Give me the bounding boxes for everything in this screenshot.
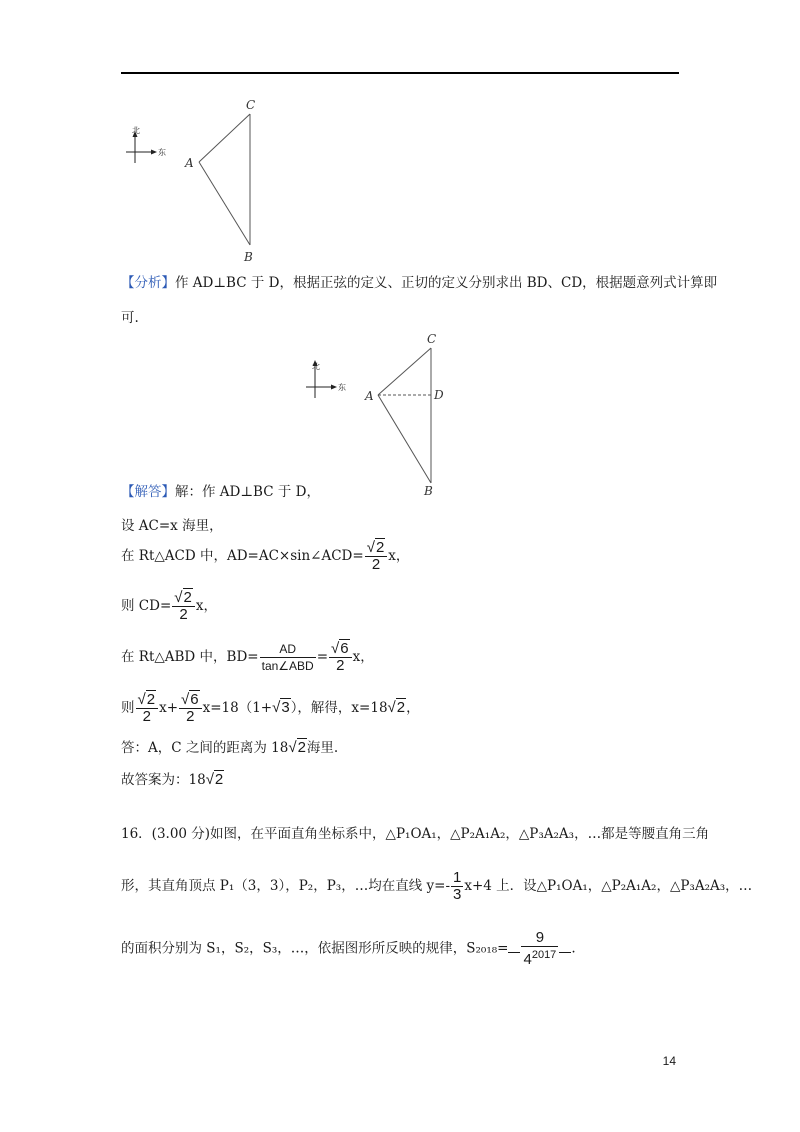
analysis-tag: 【分析】 <box>121 275 175 291</box>
line2-text: 在 Rt△ACD 中，AD=AC×sin∠ACD= <box>121 548 364 564</box>
solution-line-6 <box>121 738 338 758</box>
sqrt2: √2 <box>205 771 224 788</box>
q16-line-2 <box>121 870 752 903</box>
numerator: AD <box>260 641 316 658</box>
solution-line-2 <box>121 540 409 573</box>
radicand: 2 <box>297 739 306 756</box>
line6-post: 海里. <box>306 740 339 756</box>
figure-2 <box>300 325 460 500</box>
fraction-sqrt2-over-2: $\frac{√2}{2}$ <box>172 590 195 623</box>
east-label: 东 <box>158 148 166 157</box>
x-comma: x， <box>195 598 217 614</box>
fraction-sqrt6-over-2: $\frac{√6}{2}$ <box>179 692 202 725</box>
radicand: 2 <box>146 691 156 708</box>
solution-intro-text: 解：作 AD⊥BC 于 D， <box>175 484 320 500</box>
line6-text: 答：A，C 之间的距离为 18 <box>121 740 289 756</box>
minus-sign: - <box>445 878 450 894</box>
fraction-sqrt2-over-2: $\frac{√2}{2}$ <box>136 692 159 725</box>
radicand: 2 <box>375 539 385 556</box>
north-label: 北 <box>132 126 140 135</box>
solution-intro <box>121 482 320 502</box>
q16-line-1: 16．(3.00 分)如图，在平面直角坐标系中，△P₁OA₁，△P₂A₁A₂，△P₃A₂A₃，…都是等腰直角三角 <box>121 826 710 842</box>
line5-mid2: x=18（1+ <box>202 700 273 716</box>
denominator: 2 <box>179 606 188 623</box>
header-rule <box>121 72 679 74</box>
line3-text: 则 CD= <box>121 598 172 614</box>
denominator: 2 <box>371 556 381 573</box>
north-label-2: 北 <box>312 362 320 371</box>
q16-line2-text: 形，其直角顶点 P₁（3，3），P₂，P₃，…均在直线 y= <box>121 878 446 894</box>
vertex-b: B <box>244 250 253 264</box>
vertex-d-2: D <box>434 388 444 402</box>
x-comma: x， <box>352 649 374 665</box>
numerator: 1 <box>453 869 462 886</box>
answer-fraction <box>521 930 558 968</box>
radicand: 2 <box>183 589 192 606</box>
analysis-line-1 <box>121 273 717 293</box>
radicand: 3 <box>281 699 290 716</box>
compass-1 <box>126 131 157 163</box>
q16-line2-post: x+4 上．设△P₁OA₁，△P₂A₁A₂，△P₃A₂A₃，… <box>464 878 753 894</box>
figure-1 <box>120 95 280 265</box>
page-number: 14 <box>662 1054 676 1068</box>
base: 4 <box>523 951 532 968</box>
line5-mid3: ），解得，x=18 <box>290 700 388 716</box>
exponent: 2017 <box>531 949 557 961</box>
x-comma: x， <box>388 548 410 564</box>
line7-text: 故答案为：18 <box>121 772 206 788</box>
vertex-c: C <box>246 98 256 112</box>
solution-tag: 【解答】 <box>121 484 175 500</box>
fraction-ad-over-tan <box>260 641 316 674</box>
vertex-a-2: A <box>365 389 374 403</box>
sqrt2: √2 <box>387 699 406 716</box>
vertex-c-2: C <box>427 332 437 346</box>
radicand: 6 <box>190 691 199 708</box>
solution-line-3 <box>121 590 217 623</box>
line5-text: 则 <box>121 700 135 716</box>
line4-text: 在 Rt△ABD 中，BD= <box>121 649 259 665</box>
solution-line-1: 设 AC=x 海里， <box>121 518 223 534</box>
vertex-a: A <box>185 156 194 170</box>
line5-mid1: x+ <box>159 700 179 716</box>
solution-line-4 <box>121 641 374 674</box>
q16-line3-end: . <box>571 940 576 957</box>
equals: = <box>316 649 329 665</box>
denominator: 2 <box>336 657 345 674</box>
radicand: 2 <box>214 771 224 788</box>
denominator: 2 <box>186 708 195 725</box>
radicand: 6 <box>340 640 349 657</box>
triangle-abc <box>199 114 250 245</box>
radicand: 2 <box>396 699 406 716</box>
q16-line3-text: 的面积分别为 S₁，S₂，S₃，…，依据图形所反映的规律，S₂₀₁₈= <box>121 940 509 957</box>
vertex-b-2: B <box>424 484 433 498</box>
numerator: 9 <box>521 930 558 947</box>
denominator: tan∠ABD <box>261 659 314 673</box>
sqrt2: √2 <box>288 739 306 756</box>
fraction-one-third <box>451 870 463 903</box>
triangle-abcd <box>378 348 431 483</box>
solution-line-7 <box>121 770 224 790</box>
denominator: 3 <box>453 886 462 903</box>
compass-2 <box>306 360 337 398</box>
analysis-text-1: 作 AD⊥BC 于 D，根据正弦的定义、正切的定义分别求出 BD、CD，根据题意列式计算即 <box>175 275 718 291</box>
denominator: 2 <box>142 708 151 725</box>
sqrt3: √3 <box>272 699 290 716</box>
fraction-sqrt6-over-2: $\frac{√6}{2}$ <box>329 641 352 674</box>
q16-line-3 <box>121 930 576 968</box>
line5-end: ， <box>406 700 420 716</box>
east-label-2: 东 <box>338 383 346 392</box>
solution-line-5 <box>121 692 420 725</box>
fraction-sqrt2-over-2: $\frac{√2}{2}$ <box>365 540 388 573</box>
analysis-line-2: 可. <box>121 310 139 326</box>
